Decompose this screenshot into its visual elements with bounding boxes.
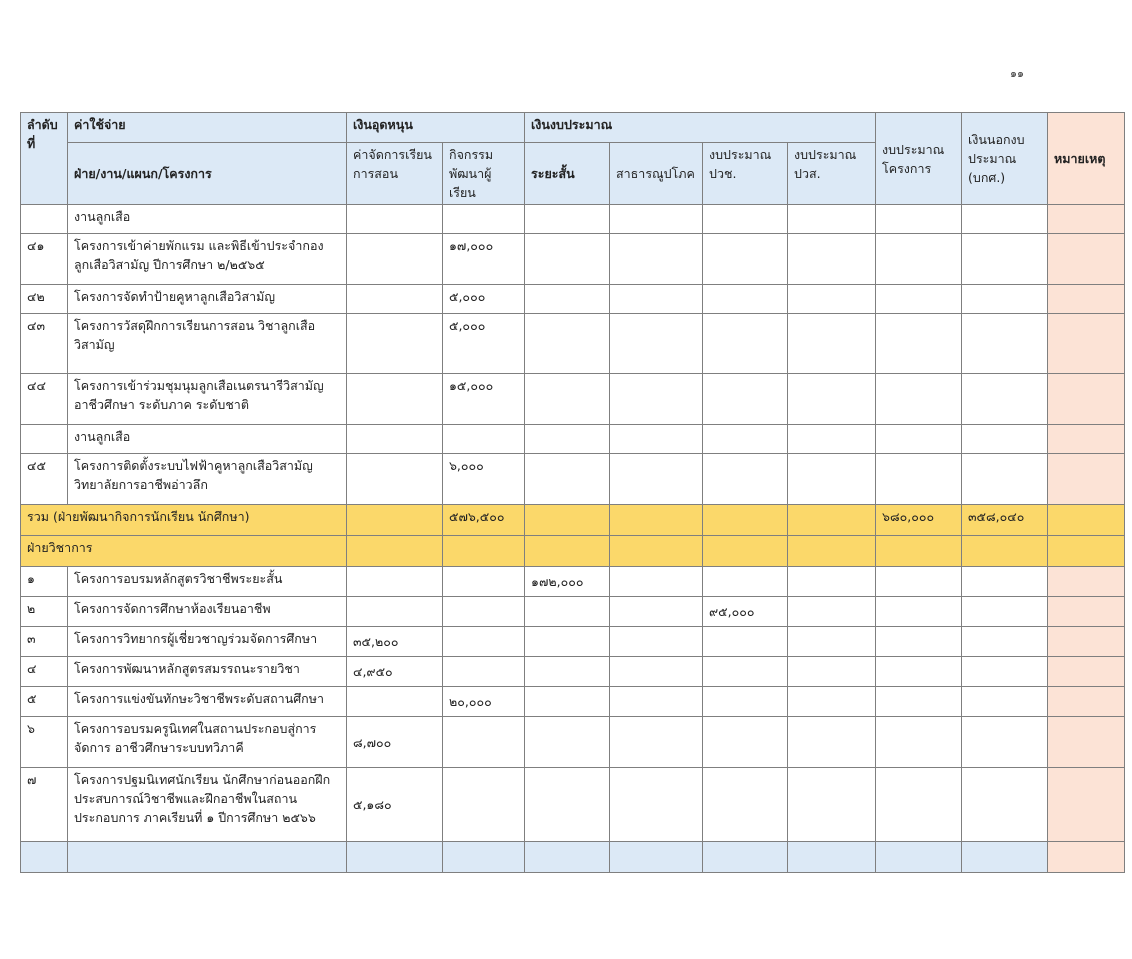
row-activity: ๕,๐๐๐ [443, 285, 525, 314]
table-row [21, 374, 1125, 425]
row-activity: ๒๐,๐๐๐ [443, 687, 525, 717]
row-name: โครงการปฐมนิเทศนักเรียน นักศึกษาก่อนออกฝึก ประสบการณ์วิชาชีพและฝึกอาชีพในสถานประกอบการ ภาคเรียนที่ ๑ ปีการศึกษา ๒๕๖๖ [68, 768, 347, 842]
row-teaching: ๓๕,๒๐๐ [347, 627, 443, 657]
row-no: ๔ [21, 657, 68, 687]
row-teaching: ๕,๑๘๐ [347, 768, 443, 842]
table-row [21, 717, 1125, 768]
row-activity: ๖,๐๐๐ [443, 454, 525, 505]
row-activity: ๑๗,๐๐๐ [443, 234, 525, 285]
header-pvs: งบประมาณ ปวส. [788, 143, 876, 205]
header-remark: หมายเหตุ [1048, 113, 1125, 205]
row-no [21, 425, 68, 454]
header-pvc: งบประมาณ ปวช. [703, 143, 788, 205]
total-outside: ๓๕๘,๐๔๐ [962, 505, 1048, 536]
table-row [21, 567, 1125, 597]
table-row [21, 234, 1125, 285]
row-name: งานลูกเสือ [68, 425, 347, 454]
header-expense: ค่าใช้จ่าย [68, 113, 347, 143]
row-name: โครงการจัดทำป้ายคูหาลูกเสือวิสามัญ [68, 285, 347, 314]
row-no: ๔๔ [21, 374, 68, 425]
header-short: ระยะสั้น [525, 143, 610, 205]
total-activity: ๕๗๖,๕๐๐ [443, 505, 525, 536]
row-name: โครงการเข้าค่ายพักแรม และพิธีเข้าประจำกอง ลูกเสือวิสามัญ ปีการศึกษา ๒/๒๕๖๕ [68, 234, 347, 285]
row-name: โครงการวิทยากรผู้เชี่ยวชาญร่วมจัดการศึกษา [68, 627, 347, 657]
row-name: โครงการเข้าร่วมชุมนุมลูกเสือเนตรนารีวิสามัญ อาชีวศึกษา ระดับภาค ระดับชาติ [68, 374, 347, 425]
page-number: ๑๑ [1010, 67, 1024, 80]
row-activity: ๑๕,๐๐๐ [443, 374, 525, 425]
total-row [21, 505, 1125, 536]
table-row [21, 454, 1125, 505]
row-activity: ๕,๐๐๐ [443, 314, 525, 374]
header-budget: เงินงบประมาณ [525, 113, 876, 143]
table-row [21, 687, 1125, 717]
header-subsidy: เงินอุดหนุน [347, 113, 525, 143]
header-teaching: ค่าจัดการเรียนการสอน [347, 143, 443, 205]
section-title: ฝ่ายวิชาการ [21, 536, 347, 567]
row-name: งานลูกเสือ [68, 205, 347, 234]
row-short: ๑๗๒,๐๐๐ [525, 567, 610, 597]
row-no: ๗ [21, 768, 68, 842]
row-no: ๒ [21, 597, 68, 627]
table-row [21, 768, 1125, 842]
header-no: ลำดับที่ [21, 113, 68, 205]
table-row [21, 285, 1125, 314]
row-name: โครงการวัสดุฝึกการเรียนการสอน วิชาลูกเสือ วิสามัญ [68, 314, 347, 374]
row-teaching: ๔,๙๕๐ [347, 657, 443, 687]
row-name: โครงการจัดการศึกษาห้องเรียนอาชีพ [68, 597, 347, 627]
header-activity: กิจกรรมพัฒนาผู้เรียน [443, 143, 525, 205]
table-row [21, 627, 1125, 657]
row-no: ๔๑ [21, 234, 68, 285]
table-row [21, 205, 1125, 234]
header-project-budget: งบประมาณ โครงการ [876, 113, 962, 205]
table-row [21, 425, 1125, 454]
row-name: โครงการอบรมครูนิเทศในสถานประกอบสู่การจัดการ อาชีวศึกษาระบบทวิภาคี [68, 717, 347, 768]
total-label: รวม (ฝ่ายพัฒนากิจการนักเรียน นักศึกษา) [21, 505, 347, 536]
row-no: ๔๒ [21, 285, 68, 314]
row-no: ๔๓ [21, 314, 68, 374]
row-no: ๕ [21, 687, 68, 717]
table-row-empty [21, 842, 1125, 873]
row-no: ๑ [21, 567, 68, 597]
row-no: ๔๕ [21, 454, 68, 505]
row-name: โครงการอบรมหลักสูตรวิชาชีพระยะสั้น [68, 567, 347, 597]
header-utility: สาธารณูปโภค [610, 143, 703, 205]
header-outside-budget: เงินนอกงบประมาณ (บกศ.) [962, 113, 1048, 205]
row-pvc: ๙๕,๐๐๐ [703, 597, 788, 627]
header-dept: ฝ่าย/งาน/แผนก/โครงการ [68, 143, 347, 205]
row-teaching: ๘,๗๐๐ [347, 717, 443, 768]
row-no [21, 205, 68, 234]
table-row [21, 314, 1125, 374]
row-name: โครงการแข่งขันทักษะวิชาชีพระดับสถานศึกษา [68, 687, 347, 717]
row-name: โครงการติดตั้งระบบไฟฟ้าคูหาลูกเสือวิสามัญ วิทยาลัยการอาชีพอ่าวลึก [68, 454, 347, 505]
table-row [21, 657, 1125, 687]
row-no: ๖ [21, 717, 68, 768]
row-no: ๓ [21, 627, 68, 657]
budget-table [20, 112, 1125, 873]
table-row [21, 597, 1125, 627]
total-project: ๖๘๐,๐๐๐ [876, 505, 962, 536]
section-row [21, 536, 1125, 567]
row-name: โครงการพัฒนาหลักสูตรสมรรถนะรายวิชา [68, 657, 347, 687]
